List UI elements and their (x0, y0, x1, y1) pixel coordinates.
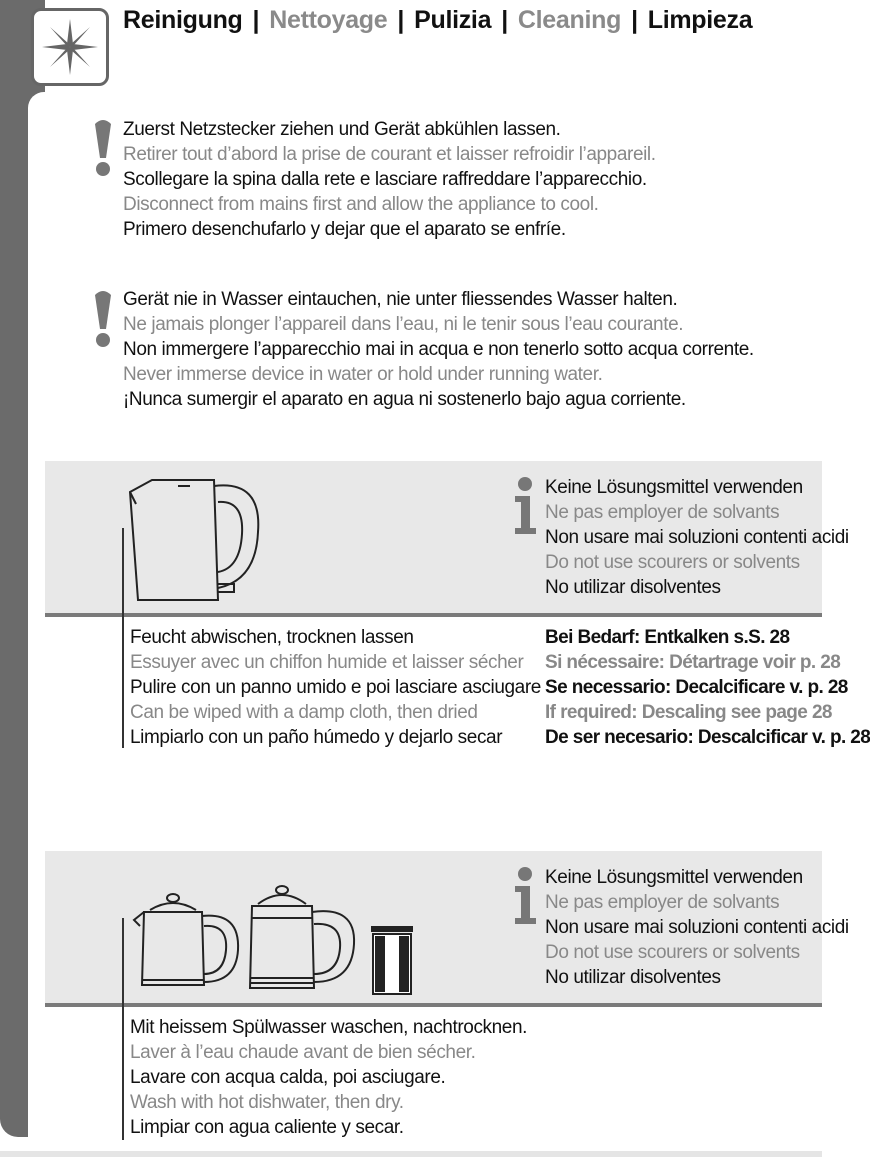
descaling-line-es: De ser necesario: Descalcificar v. p. 28 (545, 727, 870, 748)
descaling-line-fr: Si nécessaire: Détartrage voir p. 28 (545, 652, 841, 673)
instruction-line-en: Wash with hot dishwater, then dry. (130, 1092, 404, 1113)
title-fr: Nettoyage (269, 6, 388, 34)
exclamation-icon (92, 118, 114, 178)
info-line-fr: Ne pas employer de solvants (545, 892, 780, 913)
warning-line-fr: Retirer tout d’abord la prise de courant et laisser refroidir l’appareil. (123, 144, 656, 165)
info-line-it: Non usare mai soluzioni contenti acidi (545, 527, 849, 548)
instruction-line-de: Feucht abwischen, trocknen lassen (130, 627, 414, 648)
info-icon (512, 866, 538, 926)
descaling-line-de: Bei Bedarf: Entkalken s.S. 28 (545, 627, 790, 648)
instruction-line-fr: Essuyer avec un chiffon humide et laisser sécher (130, 652, 524, 673)
instruction-line-en: Can be wiped with a damp cloth, then dried (130, 702, 478, 723)
instruction-line-de: Mit heissem Spülwasser waschen, nachtrocknen. (130, 1017, 528, 1038)
section2-divider (122, 918, 124, 1140)
title-separator: | (252, 6, 260, 34)
warning-line-es: Primero desenchufarlo y dejar que el aparato se enfríe. (123, 219, 566, 240)
warning-line-en: Disconnect from mains first and allow the appliance to cool. (123, 194, 599, 215)
kettle-lid-icon (130, 890, 245, 995)
instruction-line-fr: Laver à l’eau chaude avant de bien sécher. (130, 1042, 476, 1063)
info-line-en: Do not use scourers or solvents (545, 552, 800, 573)
info-line-en: Do not use scourers or solvents (545, 942, 800, 963)
cleaning-logo (31, 8, 109, 86)
info-icon (512, 476, 538, 536)
info-line-es: No utilizar disolventes (545, 967, 721, 988)
section2-instructions (130, 1015, 527, 1140)
info-line-de: Keine Lösungsmittel verwenden (545, 477, 803, 498)
title-en: Cleaning (517, 6, 622, 34)
title-de: Reinigung (123, 6, 243, 34)
section1-instructions (130, 625, 541, 750)
info-line-es: No utilizar disolventes (545, 577, 721, 598)
section1-info-text (545, 475, 849, 600)
section1-rule (45, 613, 822, 617)
sidebar-inner-curve (28, 92, 45, 1137)
kettle-icon (122, 472, 252, 607)
title-separator: | (631, 6, 638, 34)
info-line-de: Keine Lösungsmittel verwenden (545, 867, 803, 888)
warning-line-es: ¡Nunca sumergir el aparato en agua ni sostenerlo bajo agua corriente. (123, 389, 686, 410)
descaling-references (545, 625, 870, 750)
warning-line-fr: Ne jamais plonger l’appareil dans l’eau, ni le tenir sous l’eau courante. (123, 314, 684, 335)
warning-line-en: Never immerse device in water or hold under running water. (123, 364, 603, 385)
instruction-line-it: Lavare con acqua calda, poi asciugare. (130, 1067, 446, 1088)
title-it: Pulizia (414, 6, 492, 34)
sparkle-icon (38, 15, 102, 79)
section1-divider (122, 528, 124, 748)
section2-info-text (545, 865, 849, 990)
descaling-line-en: If required: Descaling see page 28 (545, 702, 832, 723)
descaling-line-it: Se necessario: Decalcificare v. p. 28 (545, 677, 848, 698)
title-separator: | (501, 6, 508, 34)
filter-icon (369, 924, 415, 996)
warning-line-it: Non immergere l’apparecchio mai in acqua e non tenerlo sotto acqua corrente. (123, 339, 754, 360)
title-separator: | (397, 6, 405, 34)
warning-unplug-text (123, 117, 656, 242)
exclamation-icon (92, 289, 114, 349)
warning-line-de: Zuerst Netzstecker ziehen und Gerät abkühlen lassen. (123, 119, 561, 140)
glass-kettle-icon (244, 882, 364, 995)
info-line-fr: Ne pas employer de solvants (545, 502, 780, 523)
warning-line-de: Gerät nie in Wasser eintauchen, nie unter fliessendes Wasser halten. (123, 289, 678, 310)
instruction-line-it: Pulire con un panno umido e poi lasciare asciugare (130, 677, 541, 698)
warning-water-text (123, 287, 754, 412)
section2-rule (45, 1003, 822, 1007)
warning-line-it: Scollegare la spina dalla rete e lasciare raffreddare l’apparecchio. (123, 169, 647, 190)
info-line-it: Non usare mai soluzioni contenti acidi (545, 917, 849, 938)
instruction-line-es: Limpiar con agua caliente y secar. (130, 1117, 404, 1138)
title-es: Limpieza (647, 6, 753, 34)
instruction-line-es: Limpiarlo con un paño húmedo y dejarlo secar (130, 727, 503, 748)
footer-rule (0, 1151, 822, 1157)
page-title (123, 6, 752, 35)
